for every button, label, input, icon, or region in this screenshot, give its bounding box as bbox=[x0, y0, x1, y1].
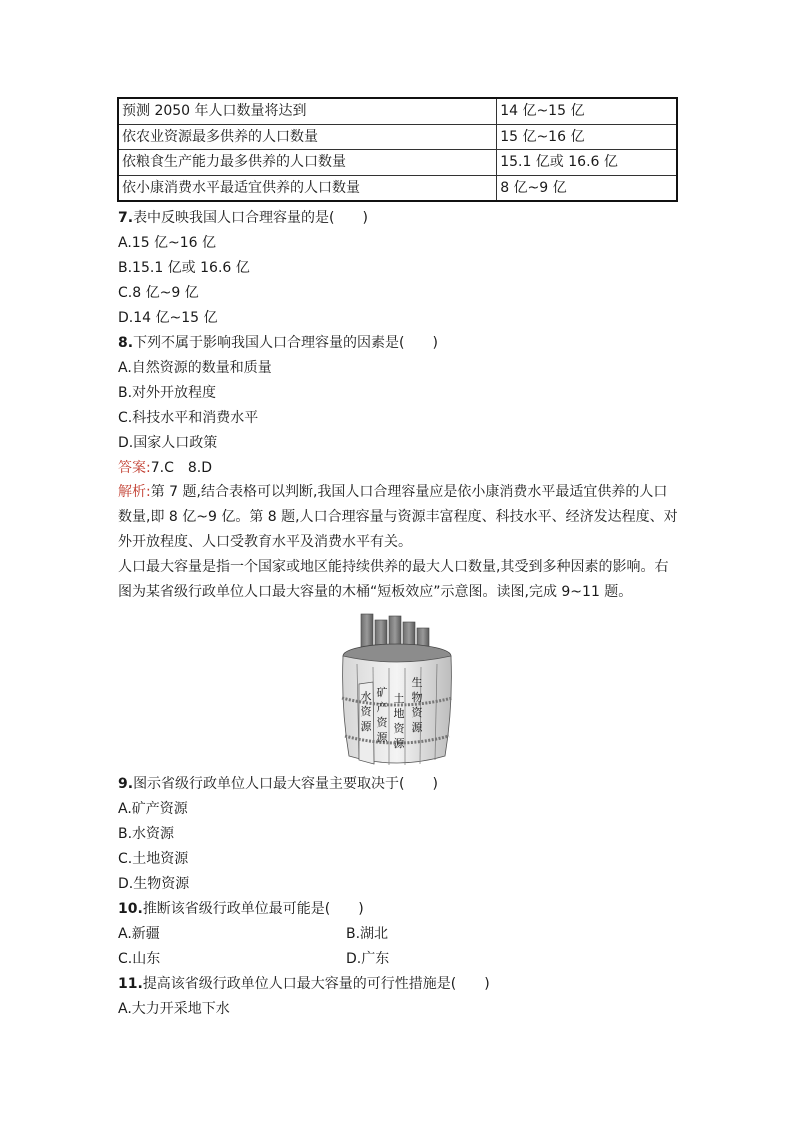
option-b: B.对外开放程度 bbox=[118, 385, 217, 401]
option-b: B.水资源 bbox=[118, 826, 175, 842]
option-c: C.科技水平和消费水平 bbox=[118, 410, 259, 426]
stave-label: 生物资源 bbox=[411, 676, 423, 734]
table-row bbox=[118, 175, 677, 201]
question-number: 9. bbox=[118, 776, 134, 792]
question-text: 表中反映我国人口合理容量的是( ) bbox=[133, 210, 368, 226]
option-b: B.湖北 bbox=[346, 926, 389, 942]
table-cell-value: 8 亿~9 亿 bbox=[497, 175, 677, 201]
table-row bbox=[118, 124, 677, 150]
table-cell-label: 预测 2050 年人口数量将达到 bbox=[118, 98, 497, 124]
population-table bbox=[117, 97, 678, 202]
table-cell-value: 15.1 亿或 16.6 亿 bbox=[497, 150, 677, 176]
table-cell-label: 依农业资源最多供养的人口数量 bbox=[118, 124, 497, 150]
question-text: 提高该省级行政单位人口最大容量的可行性措施是( ) bbox=[142, 976, 490, 992]
option-c: C.8 亿~9 亿 bbox=[118, 285, 199, 301]
option-c: C.山东 bbox=[118, 951, 161, 967]
answer-line bbox=[118, 458, 212, 478]
question-11-stem bbox=[118, 974, 490, 994]
question-9-stem bbox=[118, 774, 438, 794]
table-row bbox=[118, 150, 677, 176]
stave-label: 矿产资源 bbox=[376, 686, 388, 744]
option-a: A.新疆 bbox=[118, 926, 160, 942]
explanation-paragraph bbox=[118, 480, 678, 555]
question-text: 图示省级行政单位人口最大容量主要取决于( ) bbox=[133, 776, 438, 792]
question-text: 下列不属于影响我国人口合理容量的因素是( ) bbox=[133, 335, 438, 351]
intro-paragraph: 人口最大容量是指一个国家或地区能持续供养的最大人口数量,其受到多种因素的影响。右图为某省级行政单位人口最大容量的木桶“短板效应”示意图。读图,完成 9~11 题。 bbox=[118, 559, 669, 600]
question-number: 10. bbox=[118, 901, 143, 917]
option-d: D.生物资源 bbox=[118, 876, 190, 892]
option-b: B.15.1 亿或 16.6 亿 bbox=[118, 260, 250, 276]
table-cell-label: 依小康消费水平最适宜供养的人口数量 bbox=[118, 175, 497, 201]
option-a: A.大力开采地下水 bbox=[118, 1001, 230, 1017]
option-a: A.自然资源的数量和质量 bbox=[118, 360, 272, 376]
answer-text: 7.C 8.D bbox=[150, 460, 212, 476]
question-number: 7. bbox=[118, 210, 134, 226]
question-number: 11. bbox=[118, 976, 143, 992]
question-10-stem bbox=[118, 899, 364, 919]
table-row bbox=[118, 98, 677, 124]
explanation-text: 第 7 题,结合表格可以判断,我国人口合理容量应是依小康消费水平最适宜供养的人口数量,即 8 亿~9 亿。第 8 题,人口合理容量与资源丰富程度、科技水平、经济发达程度、对外开放程度、人口受教育水平及消费水平有关。 bbox=[118, 484, 678, 550]
question-8-stem bbox=[118, 333, 438, 353]
option-d: D.国家人口政策 bbox=[118, 435, 218, 451]
stave-label: 水资源 bbox=[360, 690, 372, 733]
question-text: 推断该省级行政单位最可能是( ) bbox=[142, 901, 364, 917]
table-cell-label: 依粮食生产能力最多供养的人口数量 bbox=[118, 150, 497, 176]
question-number: 8. bbox=[118, 335, 134, 351]
question-7-stem bbox=[118, 208, 368, 228]
option-row bbox=[118, 949, 390, 969]
option-c: C.土地资源 bbox=[118, 851, 189, 867]
barrel-diagram bbox=[337, 608, 457, 768]
option-a: A.15 亿~16 亿 bbox=[118, 235, 217, 251]
option-a: A.矿产资源 bbox=[118, 801, 188, 817]
table-cell-value: 15 亿~16 亿 bbox=[497, 124, 677, 150]
option-row bbox=[118, 924, 389, 944]
stave-label: 土地资源 bbox=[393, 692, 405, 750]
table-cell-value: 14 亿~15 亿 bbox=[497, 98, 677, 124]
option-d: D.广东 bbox=[346, 951, 390, 967]
explanation-label: 解析: bbox=[118, 484, 151, 500]
option-d: D.14 亿~15 亿 bbox=[118, 310, 218, 326]
answer-label: 答案: bbox=[118, 460, 151, 476]
